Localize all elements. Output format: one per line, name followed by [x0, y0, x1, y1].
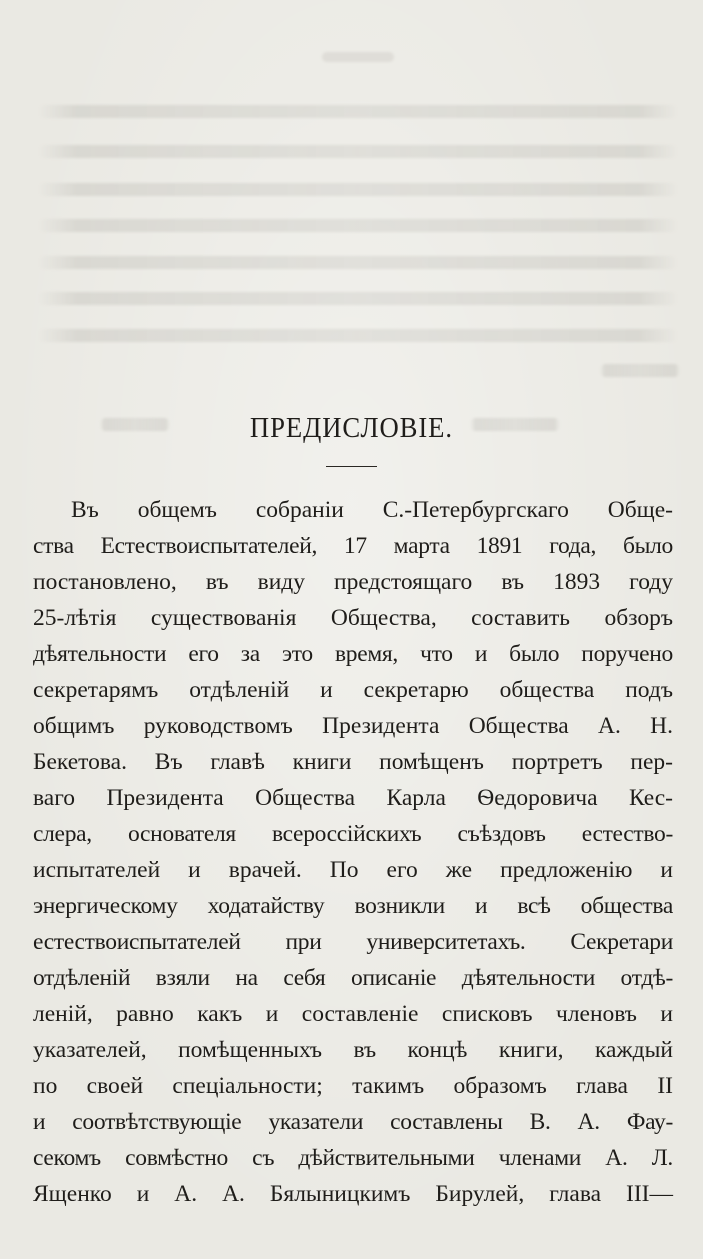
bleed-through-text — [0, 0, 703, 420]
text-line: испытателей и врачей. По его же предложенію и — [33, 857, 673, 883]
text-line: по своей спеціальности; такимъ образомъ глава II — [33, 1073, 673, 1099]
text-line: постановлено, въ виду предстоящаго въ 1893 году — [33, 569, 673, 595]
bleed-line — [38, 329, 678, 342]
text-line: леній, равно какъ и составленіе списковъ членовъ и — [33, 1001, 673, 1027]
text-line: отдѣленій взяли на себя описаніе дѣятельности отдѣ- — [33, 965, 673, 991]
text-line: общимъ руководствомъ Президента Общества А. Н. — [33, 713, 673, 739]
text-line: Ященко и А. А. Бялыницкимъ Бирулей, глава III— — [33, 1181, 673, 1207]
bleed-line — [38, 145, 678, 158]
text-line: ваго Президента Общества Карла Ѳедоровича Кес- — [33, 785, 673, 811]
bleed-line — [38, 292, 678, 305]
preface-paragraph — [33, 492, 673, 1212]
bleed-line — [38, 219, 678, 232]
bleed-line — [38, 105, 678, 118]
page-heading: ПРЕДИСЛОВІЕ. — [249, 412, 453, 444]
bleed-page-number — [322, 52, 394, 62]
text-line: ства Естествоиспытателей, 17 марта 1891 года, было — [33, 533, 673, 559]
bleed-line — [38, 256, 678, 269]
bleed-line — [38, 183, 678, 196]
text-line: указателей, помѣщенныхъ въ концѣ книги, каждый — [33, 1037, 673, 1063]
text-line: Въ общемъ собраніи С.-Петербургскаго Обще- — [71, 497, 673, 523]
text-line: 25-лѣтія существованія Общества, составить обзоръ — [33, 605, 673, 631]
text-line: энергическому ходатайству возникли и всѣ общества — [33, 893, 673, 919]
text-line: и соотвѣтствующіе указатели составлены В. А. Фау- — [33, 1109, 673, 1135]
text-line: естествоиспытателей при университетахъ. Секретари — [33, 929, 673, 955]
text-line: секомъ совмѣстно съ дѣйствительными членами А. Л. — [33, 1145, 673, 1171]
text-line: секретарямъ отдѣленій и секретарю общества подъ — [33, 677, 673, 703]
text-line: Бекетова. Въ главѣ книги помѣщенъ портретъ пер- — [33, 749, 673, 775]
heading-divider — [326, 466, 377, 467]
bleed-line — [600, 364, 680, 377]
text-line: дѣятельности его за это время, что и было поручено — [33, 641, 673, 667]
text-line: слера, основателя всероссійскихъ съѣздовъ естество- — [33, 821, 673, 847]
